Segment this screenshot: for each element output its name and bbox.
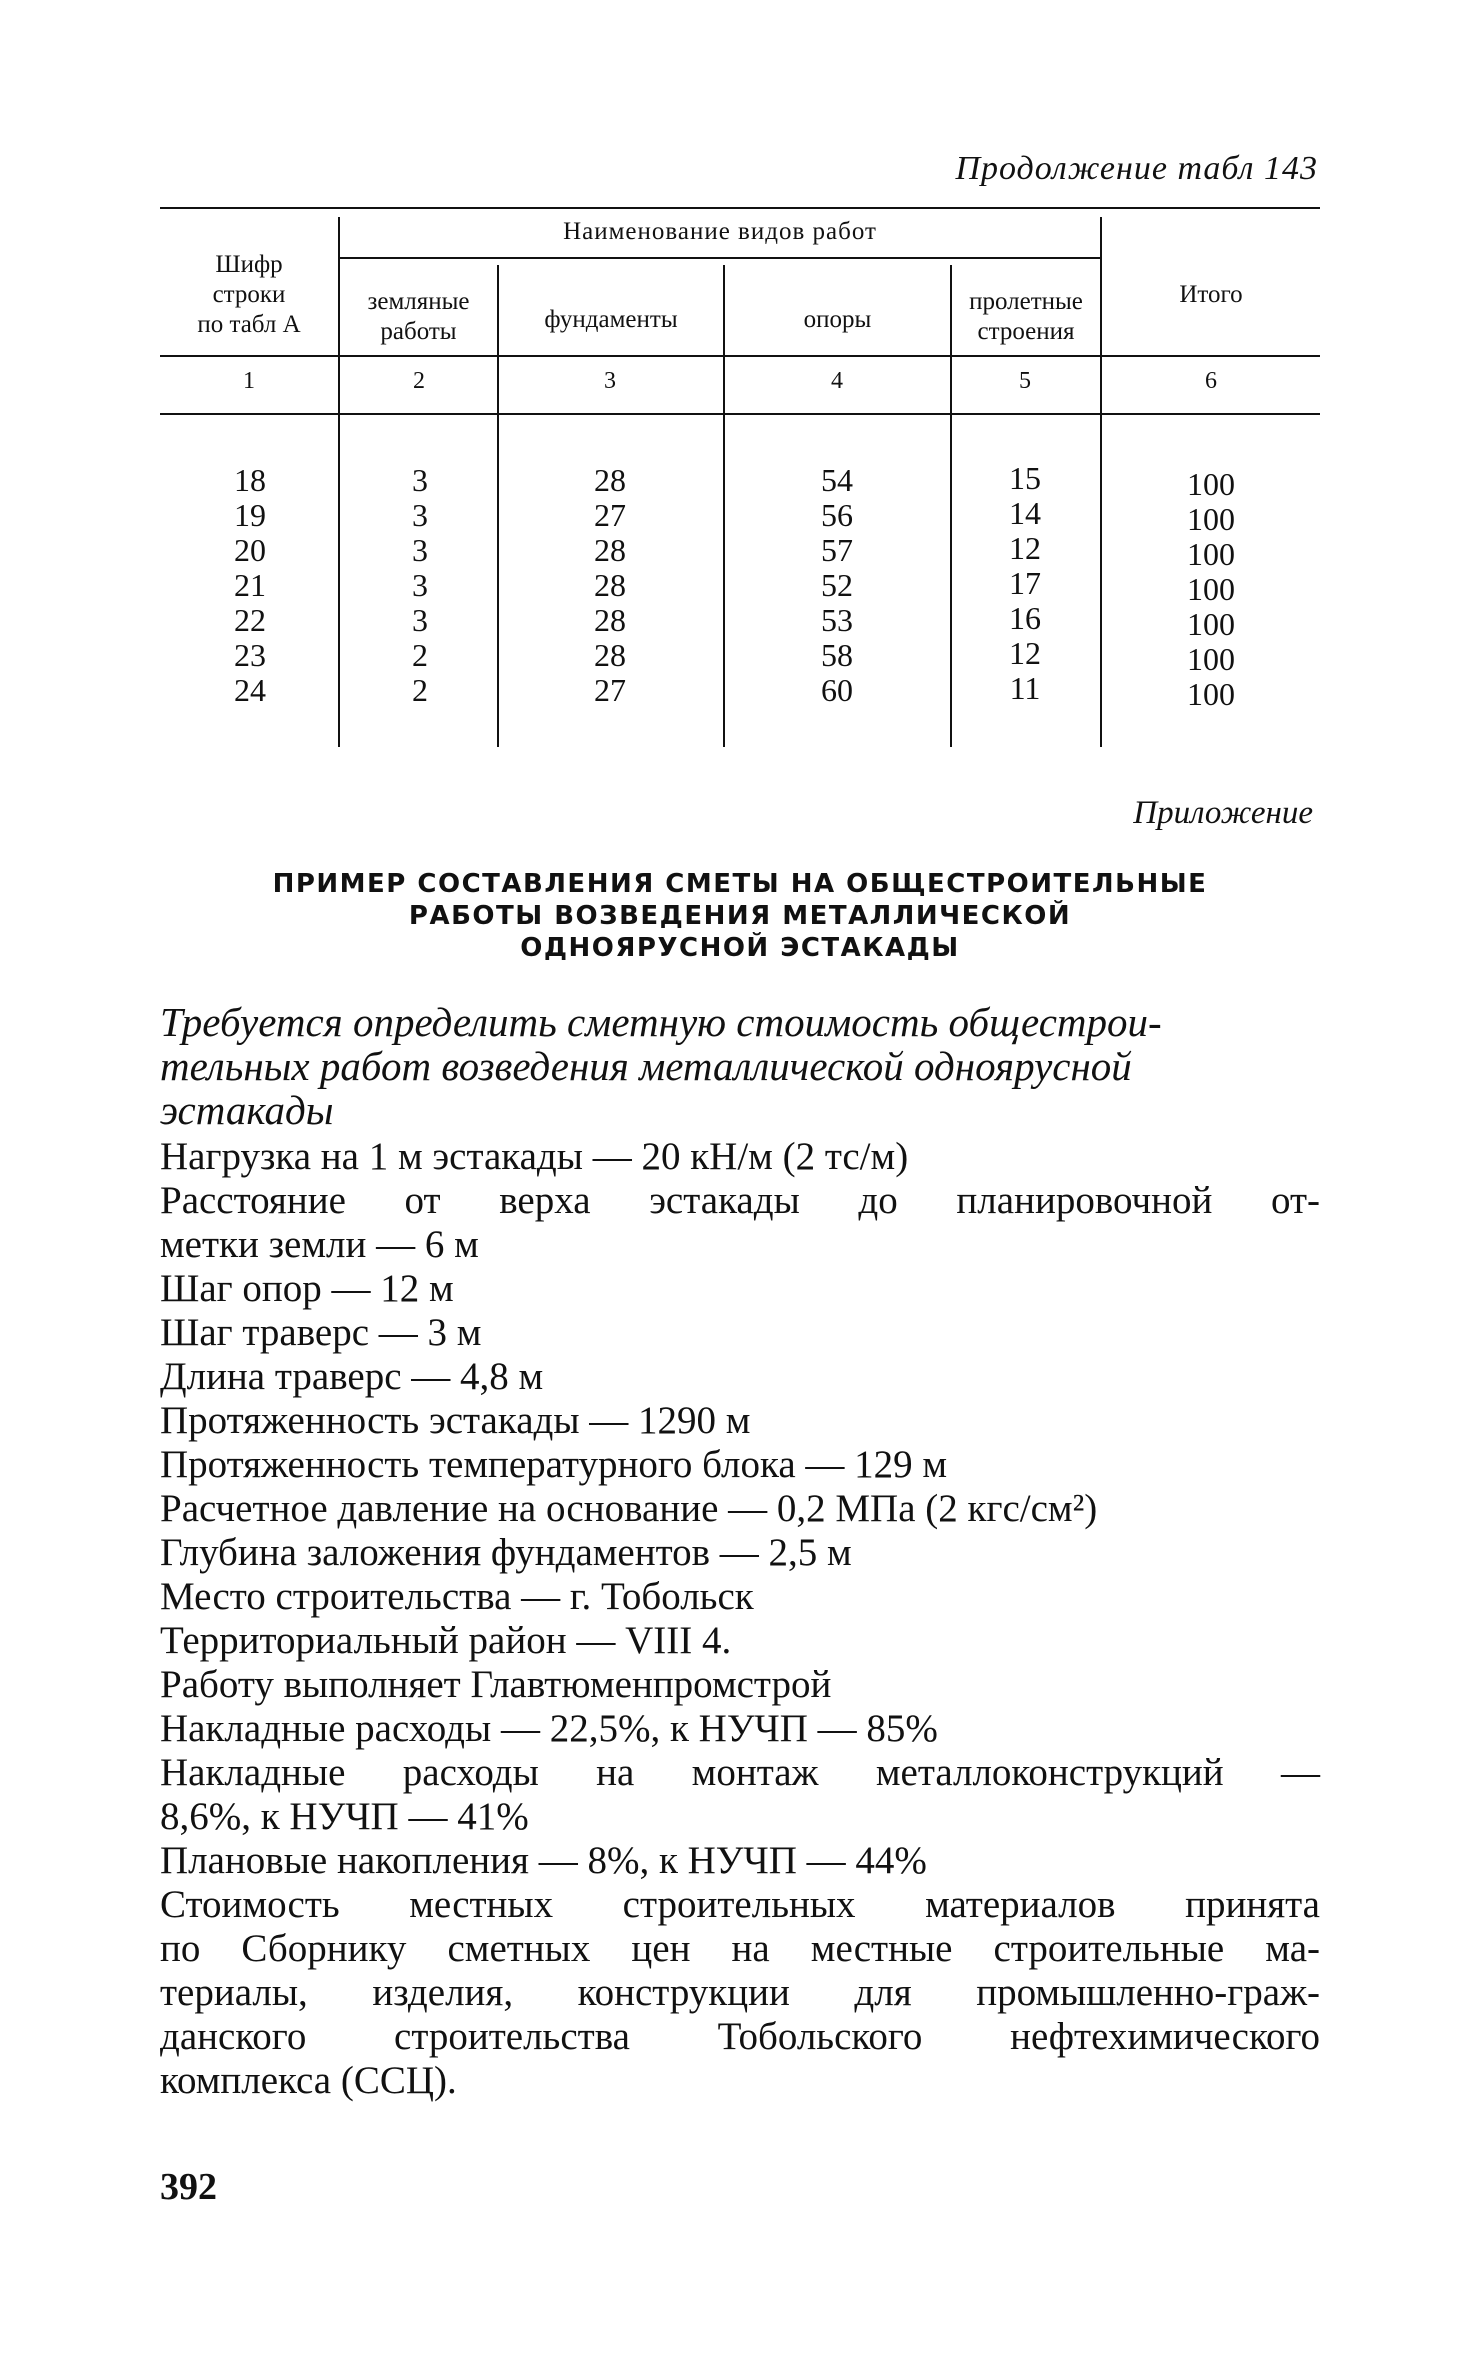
cell: 100 (1187, 536, 1235, 572)
colnum-2: 2 (413, 368, 425, 394)
col-divider-2 (497, 265, 499, 747)
text-line: Плановые накопления — 8%, к НУЧП — 44% (160, 1839, 927, 1882)
column-row-code (190, 463, 310, 708)
table-top-rule (160, 207, 1320, 209)
text-line: данского строительства Тобольского нефтехимического (160, 2015, 1320, 2058)
text-line: 8,6%, к НУЧП — 41% (160, 1795, 529, 1838)
cell: 28 (594, 462, 626, 498)
cell: 100 (1187, 606, 1235, 642)
cell: 12 (1009, 635, 1041, 671)
colnum-4: 4 (831, 368, 843, 394)
column-supports (777, 463, 897, 708)
cell: 100 (1187, 641, 1235, 677)
text-line: Работу выполняет Главтюменпромстрой (160, 1663, 832, 1706)
text-line: Глубина заложения фундаментов — 2,5 м (160, 1531, 852, 1574)
cell: 100 (1187, 501, 1235, 537)
column-spans (965, 461, 1085, 706)
cell: 11 (1009, 670, 1041, 706)
cell: 12 (1009, 530, 1041, 566)
text-line: Расчетное давление на основание — 0,2 МПа (2 кгс/см²) (160, 1487, 1098, 1530)
col-divider-3 (723, 265, 725, 747)
colnum-5: 5 (1019, 368, 1031, 394)
colnum-3: 3 (604, 368, 616, 394)
text-line: Территориальный район — VIII 4. (160, 1619, 732, 1662)
header-spans: пролетные строения (969, 288, 1083, 345)
cell: 28 (594, 637, 626, 673)
cell: 27 (594, 672, 626, 708)
page-number: 392 (160, 2166, 217, 2208)
cell: 60 (821, 672, 853, 708)
text-line: Протяженность эстакады — 1290 м (160, 1399, 751, 1442)
parameters-list (160, 1135, 1320, 2103)
cell: 3 (412, 532, 428, 568)
cell: 52 (821, 567, 853, 603)
cell: 23 (234, 637, 266, 673)
group-header-rule (340, 257, 1100, 259)
text-line: Шаг опор — 12 м (160, 1267, 454, 1310)
cell: 3 (412, 567, 428, 603)
cell: 18 (234, 462, 266, 498)
cell: 2 (412, 637, 428, 673)
text-line: Накладные расходы — 22,5%, к НУЧП — 85% (160, 1707, 938, 1750)
text-line: Шаг траверс — 3 м (160, 1311, 482, 1354)
cell: 28 (594, 567, 626, 603)
column-foundations (550, 463, 670, 708)
cell: 14 (1009, 495, 1041, 531)
cell: 16 (1009, 600, 1041, 636)
text-line: по Сборнику сметных цен на местные строительные ма- (160, 1927, 1320, 1970)
appendix-label: Приложение (1133, 795, 1313, 831)
appendix-title: ПРИМЕР СОСТАВЛЕНИЯ СМЕТЫ НА ОБЩЕСТРОИТЕЛЬНЫЕ РАБОТЫ ВОЗВЕДЕНИЯ МЕТАЛЛИЧЕСКОЙ ОДНОЯРУСНОЙ ЭСТАКАДЫ (272, 869, 1208, 963)
colnum-bottom-rule (160, 413, 1320, 415)
cell: 28 (594, 602, 626, 638)
cell: 22 (234, 602, 266, 638)
cell: 57 (821, 532, 853, 568)
cell: 15 (1009, 460, 1041, 496)
header-supports: опоры (803, 306, 872, 333)
cell: 53 (821, 602, 853, 638)
table-continuation-caption: Продолжение табл 143 (955, 150, 1318, 187)
cell: 19 (234, 497, 266, 533)
cell: 17 (1009, 565, 1041, 601)
cell: 27 (594, 497, 626, 533)
cell: 20 (234, 532, 266, 568)
text-line: метки земли — 6 м (160, 1223, 479, 1266)
cell: 100 (1187, 571, 1235, 607)
header-earthworks: земляные работы (367, 288, 470, 345)
cell: 3 (412, 462, 428, 498)
cell: 2 (412, 672, 428, 708)
text-line: Стоимость местных строительных материалов принята (160, 1883, 1320, 1926)
colnum-1: 1 (243, 368, 255, 394)
header-row-code: Шифр строки по табл А (197, 251, 301, 338)
cell: 24 (234, 672, 266, 708)
text-line: Нагрузка на 1 м эстакады — 20 кН/м (2 тс/м) (160, 1135, 909, 1178)
text-line: Длина траверс — 4,8 м (160, 1355, 544, 1398)
header-work-types: Наименование видов работ (563, 218, 877, 245)
task-statement: Требуется определить сметную стоимость общестрои- тельных работ возведения металлической одноярусной эстакады (160, 999, 1162, 1133)
colnum-6: 6 (1205, 368, 1217, 394)
cell: 3 (412, 497, 428, 533)
text-line: Протяженность температурного блока — 129 м (160, 1443, 948, 1486)
cell: 3 (412, 602, 428, 638)
cell: 58 (821, 637, 853, 673)
text-line: териалы, изделия, конструкции для промышленно-граж- (160, 1971, 1320, 2014)
cell: 56 (821, 497, 853, 533)
text-line: Место строительства — г. Тобольск (160, 1575, 754, 1618)
text-line: комплекса (ССЦ). (160, 2059, 457, 2102)
work-types-table (160, 205, 1320, 750)
text-line: Расстояние от верха эстакады до планировочной от- (160, 1179, 1320, 1222)
cell: 28 (594, 532, 626, 568)
cell: 100 (1187, 676, 1235, 712)
cell: 100 (1187, 466, 1235, 502)
header-foundations: фундаменты (544, 306, 678, 333)
header-total: Итого (1179, 281, 1243, 308)
column-total (1151, 467, 1271, 712)
header-bottom-rule (160, 355, 1320, 357)
column-earthworks (360, 463, 480, 708)
cell: 54 (821, 462, 853, 498)
text-line: Накладные расходы на монтаж металлоконструкций — (160, 1751, 1320, 1794)
cell: 21 (234, 567, 266, 603)
